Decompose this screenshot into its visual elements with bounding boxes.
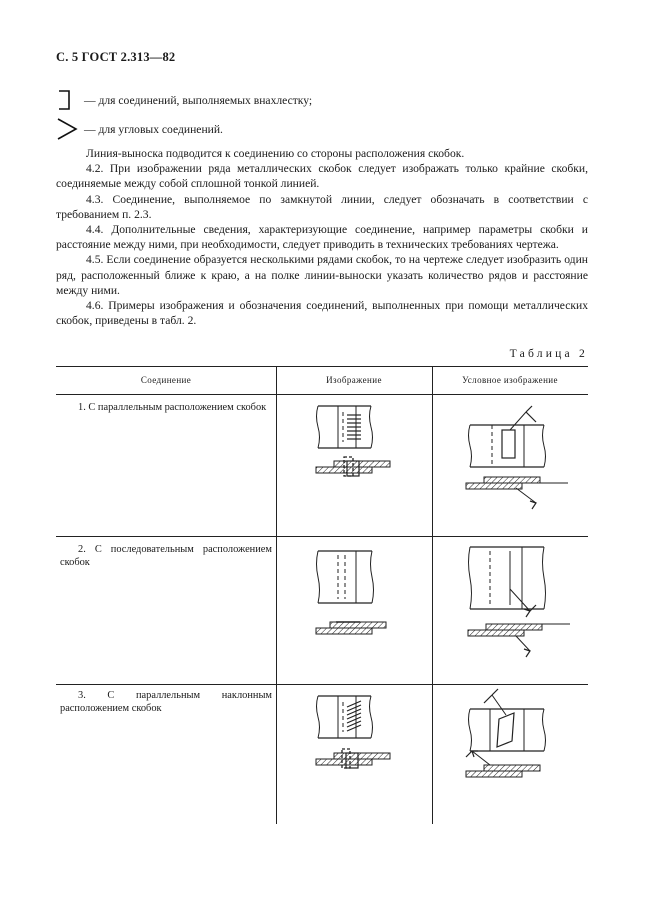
angle-chevron-icon [56,117,78,141]
symbol-row-overlap [56,89,312,111]
symbol-sequential-staples [432,537,588,684]
drawing-inclined-staples [276,685,432,824]
paragraph: 4.2. При изображении ряда металлических скобок следует изображать только крайние скобки, соединяемые между собой сплошной тонкой линией. [56,162,588,191]
paragraph: 4.3. Соединение, выполняемое по замкнутой линии, следует обозначать в соответствии с требованием п. 2.3. [56,192,588,221]
table-2 [56,366,588,824]
table-row-label: 2. С последовательным расположением скобок [60,544,272,568]
column-header-connection: Соединение [140,375,192,385]
symbol-text-angle: — для угловых соединений. [84,122,223,136]
body-text [56,146,588,328]
paragraph: 4.4. Дополнительные сведения, характеризующие соединение, например параметры скобки и расстояние между ними, при необходимости, следует приводить в технических требованиях чертежа. [56,223,588,252]
table-row-label: 3. С параллельным наклонным расположением скобок [60,690,272,714]
symbol-parallel-staples [432,395,588,536]
paragraph: 4.5. Если соединение образуется несколькими рядами скобок, то на чертеже следует изобразить один ряд, расположенный ближе к краю, а на полке линии-выноски указать количество рядов и расстояние между ними. [56,253,588,297]
column-header-symbol: Условное изображение [462,375,558,385]
column-header-image: Изображение [326,375,382,385]
drawing-parallel-staples [276,395,432,536]
symbol-inclined-staples [432,685,588,824]
paragraph: Линия-выноска подводится к соединению со стороны расположения скобок. [86,147,465,160]
drawing-sequential-staples [276,537,432,684]
table-row-label: 1. С параллельным расположением скобок [78,402,267,413]
paragraph: 4.6. Примеры изображения и обозначения соединений, выполненных при помощи металлических скобок, приведены в табл. 2. [56,299,588,328]
page-header: С. 5 ГОСТ 2.313—82 [56,50,176,64]
overlap-bracket-icon [56,89,76,111]
symbol-row-angle [56,117,223,141]
symbol-text-overlap: — для соединений, выполняемых внахлестку; [84,93,313,107]
table-caption: Таблица 2 [509,347,588,360]
